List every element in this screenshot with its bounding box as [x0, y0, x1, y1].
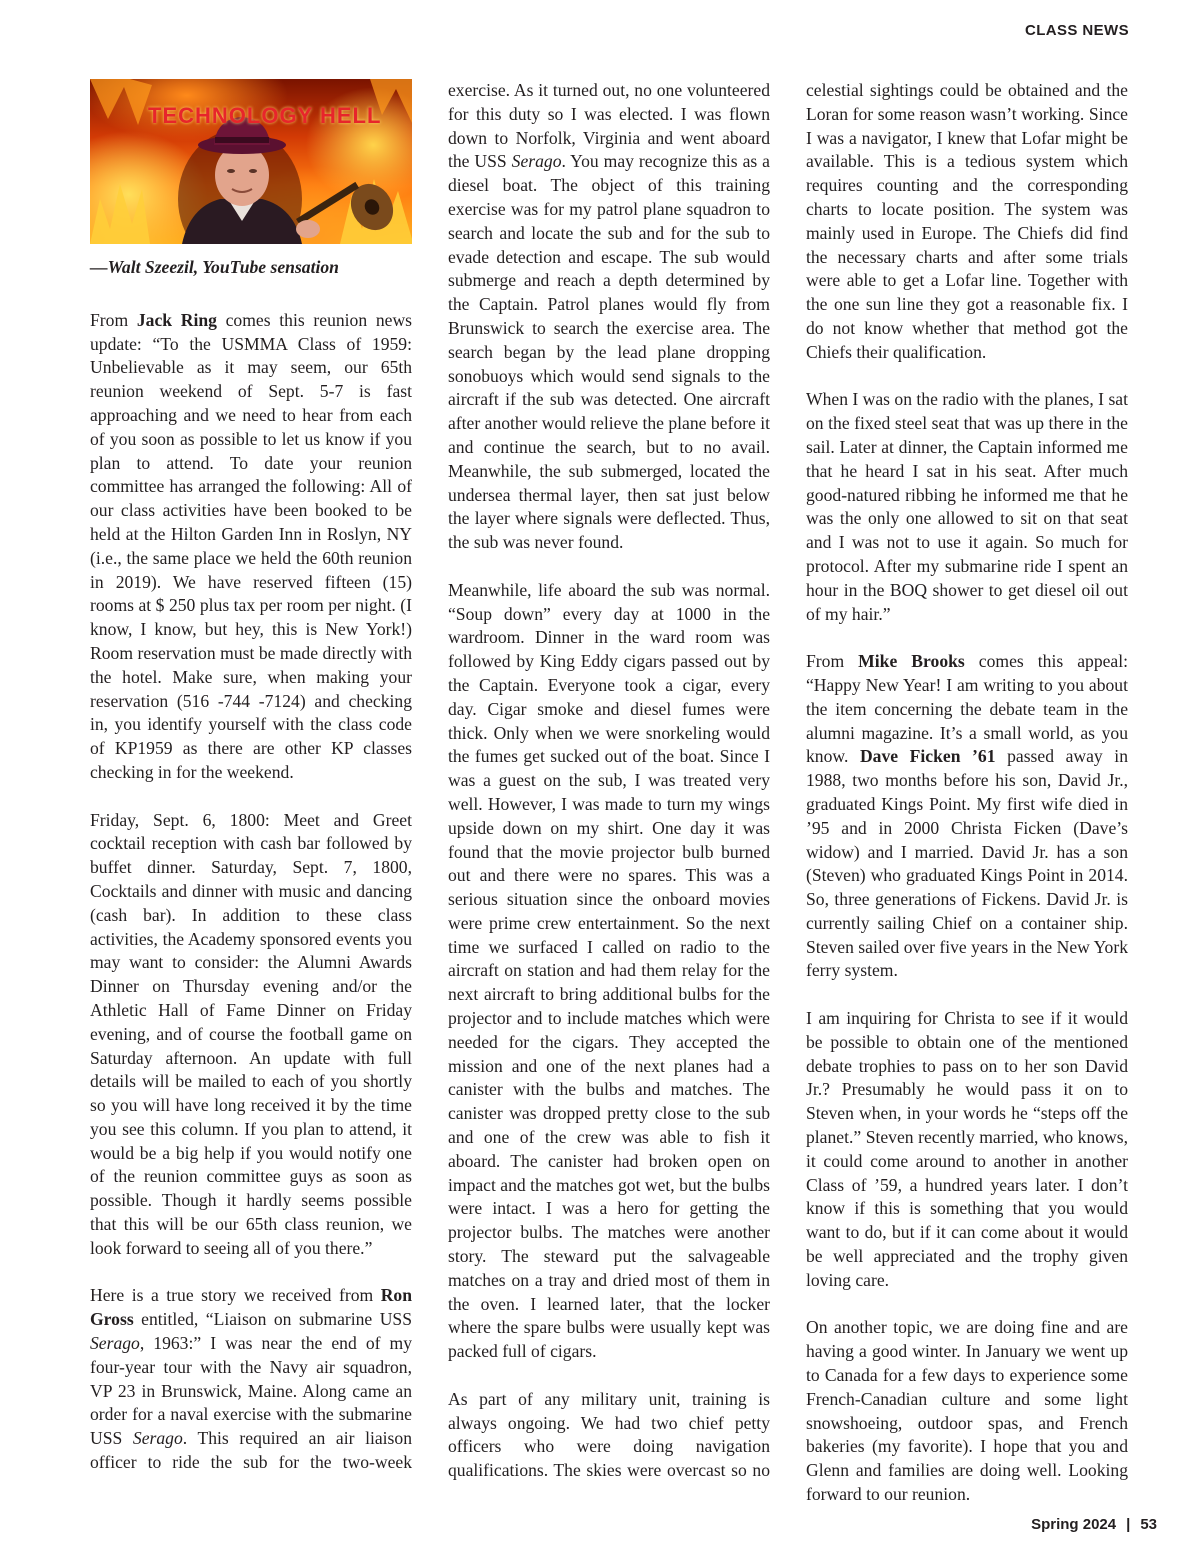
column-3: [806, 79, 1128, 1507]
issue-label: Spring 2024: [1031, 1516, 1117, 1533]
paragraph-ron-gross-story: exercise. As it turned out, no one volunteered for this duty so I was elected. I was flown down to Norfolk, Virginia and went aboard the USS Serago. You may recognize this as a diesel boat. The object of this training exercise was for my patrol plane squadron to search and locate the sub and for the sub to evade detection and escape. The sub would submerge and reach a depth determined by the Captain. Patrol planes would fly from Brunswick to search the exercise area. The search began by the lead plane dropping sonobuoys which would send signals to the aircraft if the sub was detected. One aircraft after another would relieve the plane before it and continue the search, but to no avail. Meanwhile, the sub submerged, located the undersea thermal layer, then sat just below the layer where signals were deflected. Thus, the sub was never found.: [448, 80, 770, 553]
column-1: [90, 79, 412, 1475]
footer-separator: |: [1126, 1516, 1131, 1533]
paragraph-training: As part of any military unit, training is always ongoing. We had two chief petty officers who were doing navigation qualifications. The skies were overcast so no: [448, 1388, 770, 1481]
name-mike-brooks: Mike Brooks: [858, 651, 965, 672]
paragraph-life-aboard: Meanwhile, life aboard the sub was normal. “Soup down” every day at 1000 in the wardroom. Dinner in the ward room was followed by King Eddy cigars passed out by the Captain. Everyone took a cigar, every day. Cigar smoke and diesel fumes were thick. Only when we were snorkeling would the fumes get sucked out of the boat. Since I was a guest on the sub, I was treated very well. However, I was made to turn my wings upside down on my shirt. One day it was found that the movie projector bulb burned out and there were no spares. This was a serious situation since the onboard movies were prime crew entertainment. So the next time we surfaced I called on radio to the aircraft on station and had them relay for the next aircraft to bring additional bulbs for the projector and to include matches which were needed for the cigars. They accepted the mission and one of the next planes had a canister with the bulbs and matches. The canister was dropped pretty close to the sub and one of the crew was able to fish it aboard. The canister had broken open on impact and the matches got wet, but the bulbs were intact. I was a hero for getting the projector bulbs. The matches were another story. The steward put the salvageable matches on a tray and dried most of them in the oven. I learned later, that the locker where the spare bulbs were usually kept was packed full of cigars.: [448, 579, 770, 1362]
paragraph-schedule: Friday, Sept. 6, 1800: Meet and Greet cocktail reception with cash bar followed by buffet dinner. Saturday, Sept. 7, 1800, Cocktails and dinner with music and dancing (cash bar). In addition to these class activities, the Academy sponsored events you may want to consider: the Alumni Awards Dinner on Thursday evening and/or the Athletic Hall of Fame Dinner on Friday evening, and of course the football game on Saturday afternoon. An update with full details will be mailed to each of you shortly so you will have long received it by the time you see this column. If you plan to attend, it would be a big help if you would notify one of the reunion committee guys as soon as possible. Though it hardly seems possible that this will be our 65th class reunion, we look forward to seeing all of you there.”: [90, 809, 412, 1258]
section-label: CLASS NEWS: [1024, 22, 1129, 39]
name-ron-gross: Ron Gross: [90, 1285, 412, 1330]
name-jack-ring: Jack Ring: [136, 309, 217, 330]
paragraph-mike-brooks: From Mike Brooks comes this appeal: “Happy New Year! I am writing to you about the item concerning the debate team in the alumni magazine. It’s a small world, as you know. Dave Ficken ’61 passed away in 1988, two months before his son, David Jr., graduated Kings Point. My first wife died in ’95 and in 2000 Christa Ficken (Dave’s widow) and I married. David Jr. has a son (Steven) who graduated Kings Point in 2014. So, three generations of Fickens. David Jr. is currently sailing Chief on a container ship. Steven sailed over five years in the New York ferry system.: [806, 651, 1129, 981]
paragraph-jack-ring: From Jack Ring comes this reunion news update: “To the USMMA Class of 1959: Unbelievable as it may seem, our 65th reunion weekend of Sept. 5-7 is fast approaching and we need to hear from each of you soon as possible to let us know if you plan to attend. To date your reunion committee has arranged the following: All of our class activities have been booked to be held at the Hilton Garden Inn in Roslyn, NY (i.e., the same place we held the 60th reunion in 2019). We have reserved fifteen (15) rooms at $ 250 plus tax per room per night. (I know, I know, but hey, this is New York!) Room reservation must be made directly with the hotel. Make sure, when making your reservation (516 -744 -7124) and checking in, you identify yourself with the class code of KP1959 as there are other KP classes checking in for the weekend.: [90, 309, 413, 782]
paragraph-another-topic: On another topic, we are doing fine and are having a good winter. In January we went up to Canada for a few days to experience some French-Canadian culture and some light snowshoeing, outdoor spas, and French bakeries (my favorite). I hope that you and Glenn and families are doing well. Looking forward to our reunion.: [806, 1317, 1128, 1505]
name-dave-ficken: Dave Ficken ’61: [859, 746, 996, 767]
paragraph-ron-gross-story: Here is a true story we received from Ron Gross entitled, “Liaison on submarine USS Serago, 1963:” I was near the end of my four-year tour with the Navy air squadron, VP 23 in Brunswick, Maine. Along came an order for a naval exercise with the submarine USS Serago. This required an air liaison officer to ride the sub for the two-week: [90, 1285, 412, 1473]
column-2: [448, 79, 770, 1483]
paragraph-debate-trophy: I am inquiring for Christa to see if it would be possible to obtain one of the mentioned debate trophies to pass on to her son David Jr.? Presumably he would pass it on to Steven when, in your words he “steps off the planet.” Steven recently married, who knows, it could come around to another in another Class of ’59, a hundred years later. I don’t know if this is something that you would want to do, but if it can come about it would be well appreciated and the trophy given loving care.: [806, 1008, 1128, 1290]
paragraph-training: celestial sightings could be obtained and the Loran for some reason wasn’t working. Since I was a navigator, I knew that Lofar might be available. This is a tedious system which requires counting and the corresponding charts to locate position. The system was mainly used in Europe. The Chiefs did find the necessary charts and after some trials were able to get a Lofar line. Together with the one sun line they got a reasonable fix. I do not know whether that method got the Chiefs their qualification.: [806, 80, 1128, 362]
page-footer: [1031, 1516, 1157, 1533]
photo-caption: —Walt Szeezil, YouTube sensation: [90, 257, 339, 277]
photo-technology-hell: [90, 79, 412, 244]
page-number: 53: [1140, 1516, 1157, 1533]
paragraph-captains-seat: When I was on the radio with the planes, I sat on the fixed steel seat that was up there in the sail. Later at dinner, the Captain informed me that he heard I sat in his seat. After much good-natured ribbing he informed me that he was the only one allowed to sit on that seat and I was not to use it again. So much for protocol. After my submarine ride I spent an hour in the BOQ shower to get diesel oil out of my hair.”: [806, 389, 1128, 624]
photo-overlay-title: TECHNOLOGY HELL: [148, 103, 382, 128]
